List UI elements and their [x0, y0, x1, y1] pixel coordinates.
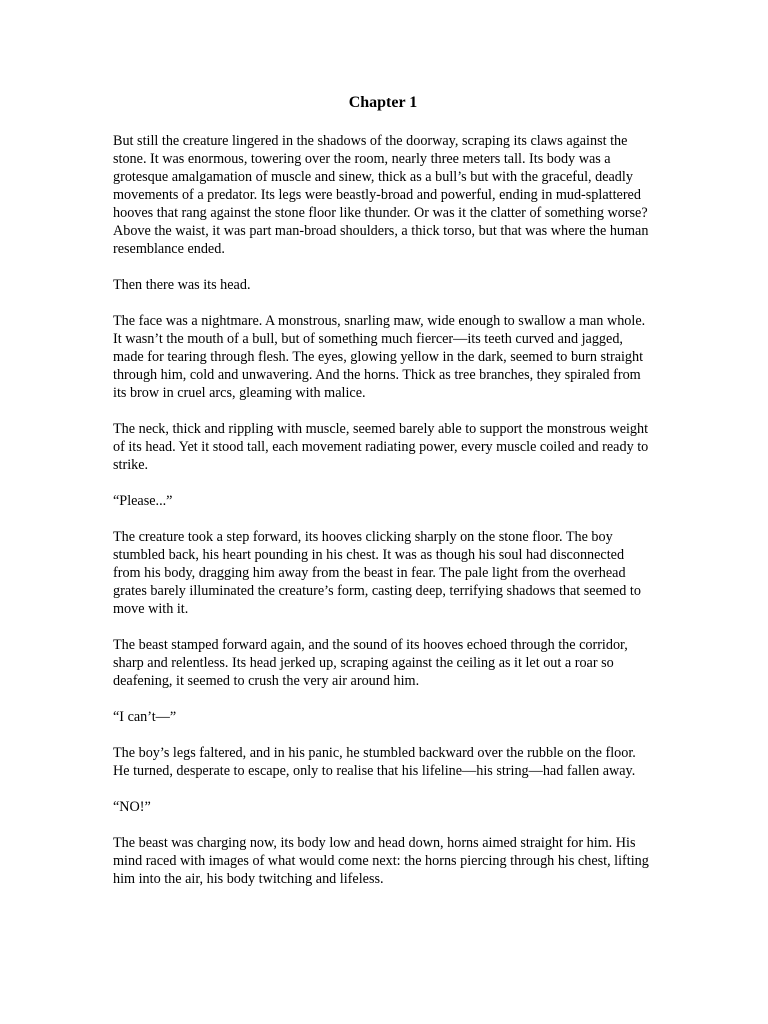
paragraph-9: The boy’s legs faltered, and in his panic, he stumbled backward over the rubble on the floor. He turned, desperate to escape, only to realise that his lifeline—his string—had fallen away.: [113, 745, 636, 779]
paragraph-7: The beast stamped forward again, and the sound of its hooves echoed through the corridor, sharp and relentless. Its head jerked up, scraping against the ceiling as it let out a roar so deafening, it seemed to crush the very air around him.: [113, 637, 628, 689]
paragraph-11: The beast was charging now, its body low and head down, horns aimed straight for him. His mind raced with images of what would come next: the horns piercing through his chest, lifting him into the air, his body twitching and lifeless.: [113, 835, 649, 887]
paragraph-10: “NO!”: [113, 799, 151, 815]
paragraph-5: “Please...”: [113, 493, 173, 509]
chapter-title: Chapter 1: [348, 94, 418, 111]
document-body: [113, 92, 653, 906]
paragraph-6: The creature took a step forward, its hooves clicking sharply on the stone floor. The boy stumbled back, his heart pounding in his chest. It was as though his soul had disconnected from his body, dragging him away from the beast in fear. The pale light from the overhead grates barely illuminated the creature’s form, casting deep, terrifying shadows that seemed to move with it.: [113, 529, 641, 617]
paragraph-3: The face was a nightmare. A monstrous, snarling maw, wide enough to swallow a man whole. It wasn’t the mouth of a bull, but of something much fiercer—its teeth curved and jagged, made for tearing through flesh. The eyes, glowing yellow in the dark, seemed to burn straight through him, cold and unwavering. And the horns. Thick as tree branches, they spiraled from its brow in cruel arcs, gleaming with malice.: [113, 313, 646, 401]
paragraph-2: Then there was its head.: [113, 277, 251, 293]
paragraph-8: “I can’t—”: [113, 709, 177, 725]
paragraph-4: The neck, thick and rippling with muscle, seemed barely able to support the monstrous weight of its head. Yet it stood tall, each movement radiating power, every muscle coiled and ready to strike.: [113, 421, 649, 473]
paragraph-1: But still the creature lingered in the shadows of the doorway, scraping its claws against the stone. It was enormous, towering over the room, nearly three meters tall. Its body was a grotesque amalgamation of muscle and sinew, thick as a bull’s but with the graceful, deadly movements of a predator. Its legs were beastly-broad and powerful, ending in mud-splattered hooves that rang against the stone floor like thunder. Or was it the clatter of something worse? Above the waist, it was part man-broad shoulders, a thick torso, but that was where the human resemblance ended.: [113, 133, 649, 257]
